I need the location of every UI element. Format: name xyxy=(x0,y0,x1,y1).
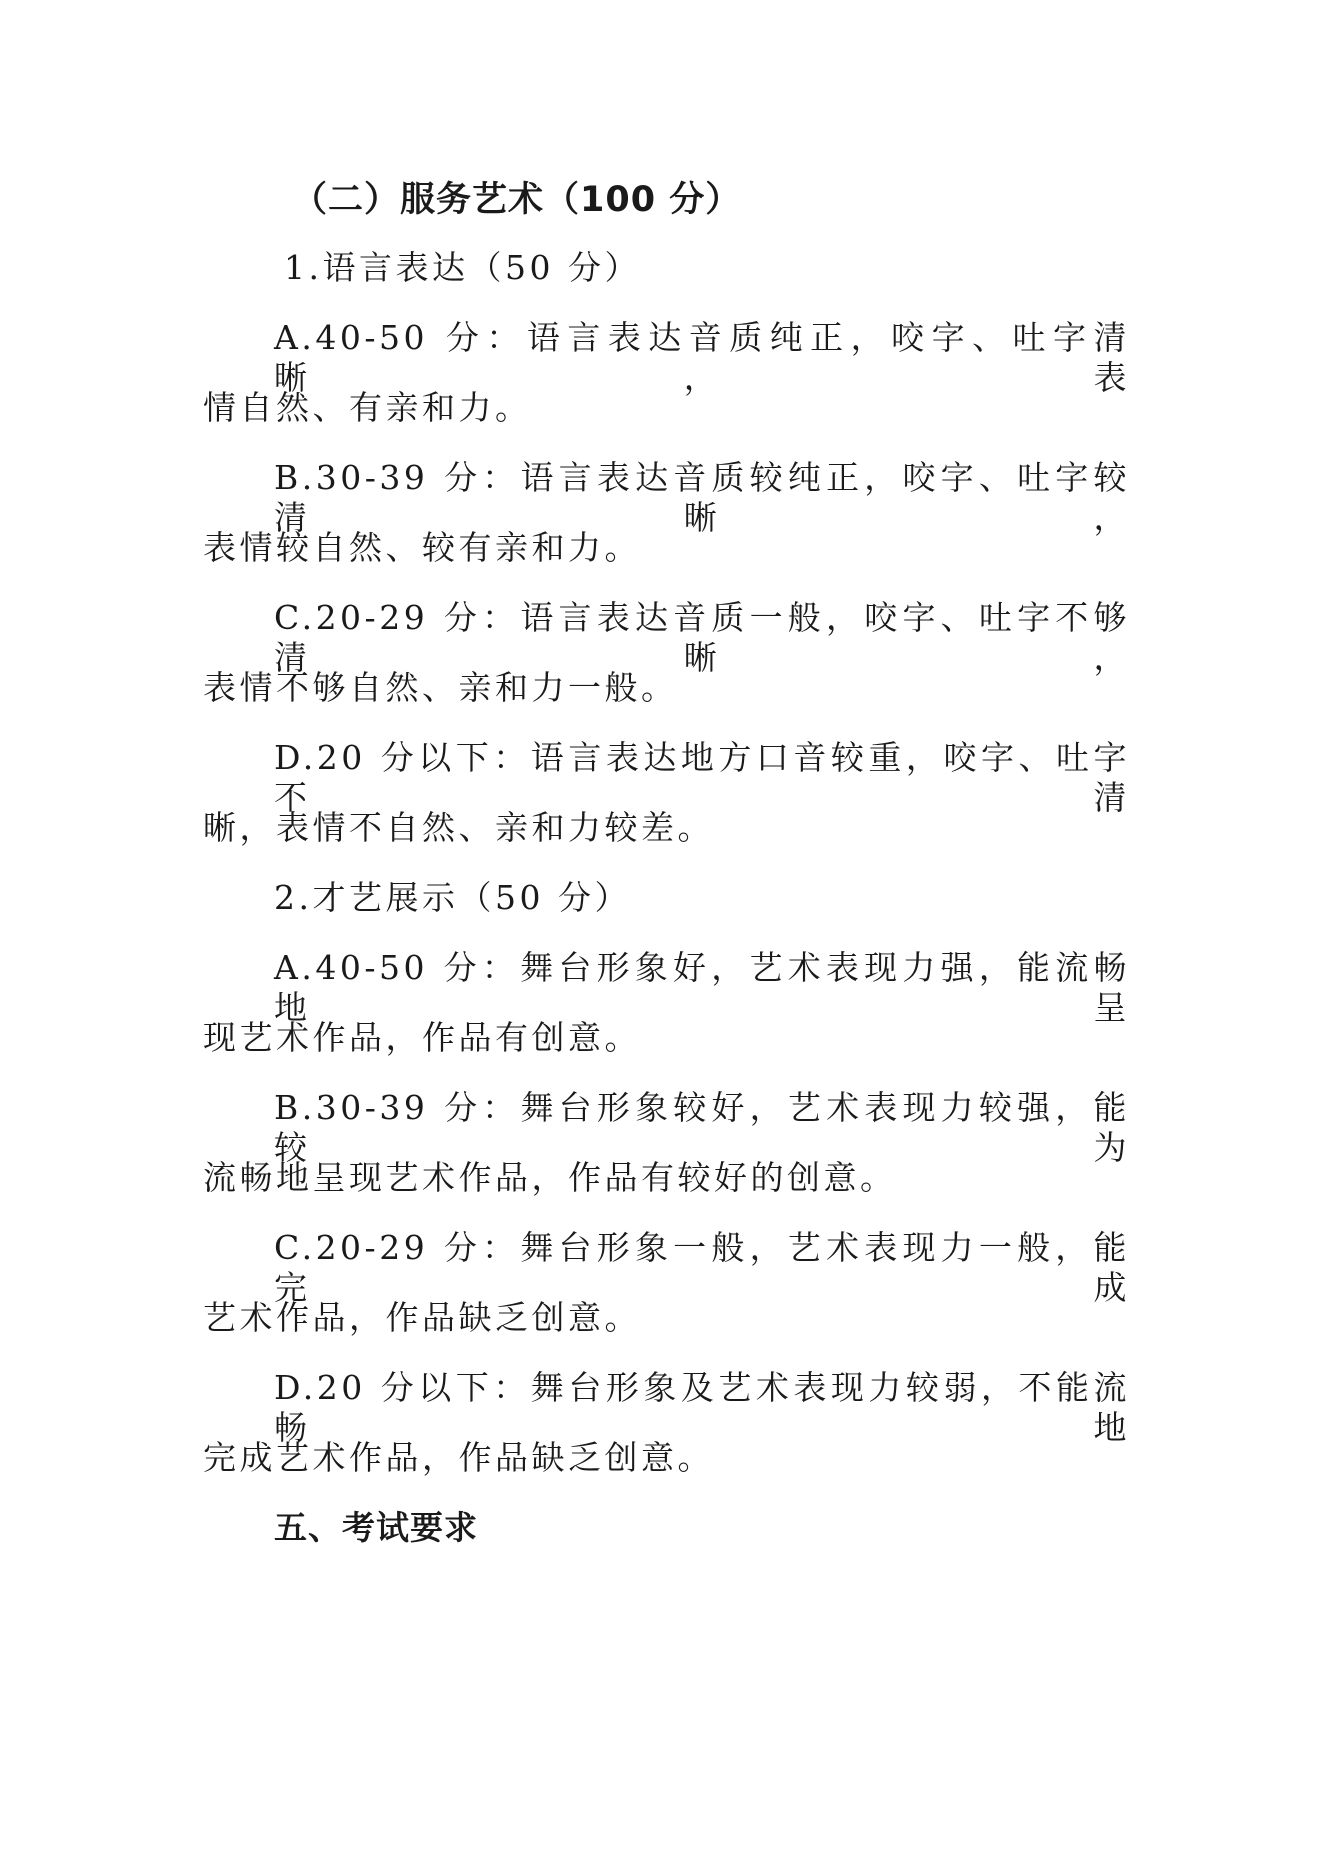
grade-b-talent-line1: B.30-39 分：舞台形象较好，艺术表现力较强，能较为 xyxy=(274,1088,1130,1167)
grade-d-language-line2: 晰，表情不自然、亲和力较差。 xyxy=(203,808,714,847)
grade-c-language-line2: 表情不够自然、亲和力一般。 xyxy=(203,668,678,707)
subsection-title-talent: 2.才艺展示（50 分） xyxy=(274,878,631,917)
grade-a-talent-line1: A.40-50 分：舞台形象好，艺术表现力强，能流畅地呈 xyxy=(274,948,1130,1027)
grade-c-talent-line2: 艺术作品，作品缺乏创意。 xyxy=(203,1298,641,1337)
grade-a-language-line2: 情自然、有亲和力。 xyxy=(203,388,532,427)
section-5-heading: 五、考试要求 xyxy=(274,1508,478,1547)
grade-a-language-line1: A.40-50 分：语言表达音质纯正，咬字、吐字清晰，表 xyxy=(274,318,1130,397)
grade-d-language-line1: D.20 分以下：语言表达地方口音较重，咬字、吐字不清 xyxy=(274,738,1130,817)
grade-d-talent-line2: 完成艺术作品，作品缺乏创意。 xyxy=(203,1438,714,1477)
grade-b-talent-line2: 流畅地呈现艺术作品，作品有较好的创意。 xyxy=(203,1158,897,1197)
grade-a-talent-line2: 现艺术作品，作品有创意。 xyxy=(203,1018,641,1057)
grade-d-talent-line1: D.20 分以下：舞台形象及艺术表现力较弱，不能流畅地 xyxy=(274,1368,1130,1447)
section-heading: （二）服务艺术（100 分） xyxy=(292,180,742,220)
grade-b-language-line2: 表情较自然、较有亲和力。 xyxy=(203,528,641,567)
subsection-title-language: 1.语言表达（50 分） xyxy=(284,248,641,287)
grade-b-language-line1: B.30-39 分：语言表达音质较纯正，咬字、吐字较清晰， xyxy=(274,458,1130,537)
grade-c-language-line1: C.20-29 分：语言表达音质一般，咬字、吐字不够清晰， xyxy=(274,598,1130,677)
grade-c-talent-line1: C.20-29 分：舞台形象一般，艺术表现力一般，能完成 xyxy=(274,1228,1130,1307)
